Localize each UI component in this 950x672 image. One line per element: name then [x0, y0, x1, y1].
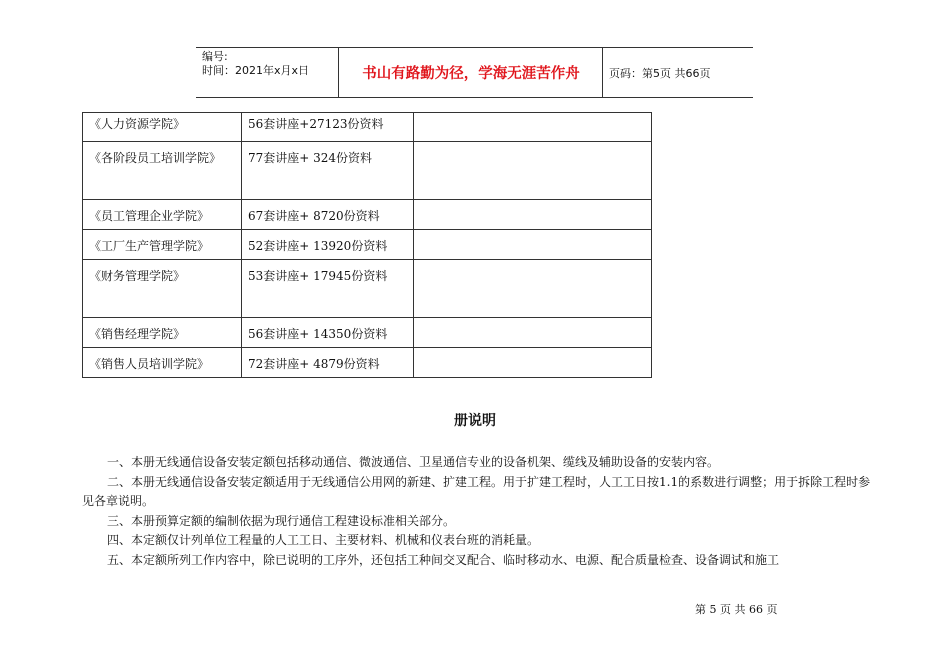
section-title: 册说明: [454, 413, 496, 429]
course-name-cell: 《人力资源学院》: [83, 113, 242, 142]
paragraph: 二、本册无线通信设备安装定额适用于无线通信公用网的新建、扩建工程。用于扩建工程时，人工工日按1.1的系数进行调整；用于拆除工程时参见各章说明。: [82, 474, 871, 508]
course-name-cell: 《销售经理学院》: [83, 318, 242, 348]
course-content-cell: 53套讲座+ 17945份资料: [242, 260, 414, 318]
table-row: [83, 348, 652, 378]
course-empty-cell: [414, 113, 652, 142]
table-row: [83, 318, 652, 348]
course-content-cell: 72套讲座+ 4879份资料: [242, 348, 414, 378]
course-empty-cell: [414, 200, 652, 230]
document-time-label: 时间：2021年x月x日: [202, 64, 310, 77]
course-content-cell: 56套讲座+ 14350份资料: [242, 318, 414, 348]
section-body: [82, 453, 872, 570]
header-info-cell: [196, 48, 339, 97]
page-footer: 第 5 页 共 66 页: [695, 603, 778, 616]
table-row: [83, 260, 652, 318]
course-resource-table: [82, 112, 652, 378]
course-empty-cell: [414, 318, 652, 348]
document-number-label: 编号:: [202, 50, 228, 63]
course-empty-cell: [414, 260, 652, 318]
course-content-cell: 56套讲座+27123份资料: [242, 113, 414, 142]
course-name-cell: 《财务管理学院》: [83, 260, 242, 318]
paragraph: 一、本册无线通信设备安装定额包括移动通信、微波通信、卫星通信专业的设备机架、缆线及辅助设备的安装内容。: [107, 455, 720, 469]
course-name-cell: 《员工管理企业学院》: [83, 200, 242, 230]
course-empty-cell: [414, 230, 652, 260]
course-name-cell: 《各阶段员工培训学院》: [83, 142, 242, 200]
table-row: [83, 230, 652, 260]
course-name-cell: 《销售人员培训学院》: [83, 348, 242, 378]
table-row: [83, 113, 652, 142]
paragraph: 四、本定额仅计列单位工程量的人工工日、主要材料、机械和仪表台班的消耗量。: [107, 533, 540, 547]
table-row: [83, 200, 652, 230]
table-row: [83, 142, 652, 200]
page-header: [196, 47, 753, 98]
paragraph: 五、本定额所列工作内容中，除已说明的工序外，还包括工种间交叉配合、临时移动水、电源、配合质量检查、设备调试和施工: [107, 552, 780, 567]
course-content-cell: 67套讲座+ 8720份资料: [242, 200, 414, 230]
course-content-cell: 77套讲座+ 324份资料: [242, 142, 414, 200]
header-page-info: 页码：第5页 共66页: [609, 66, 711, 80]
course-empty-cell: [414, 348, 652, 378]
paragraph: 三、本册预算定额的编制依据为现行通信工程建设标准相关部分。: [107, 513, 456, 528]
course-name-cell: 《工厂生产管理学院》: [83, 230, 242, 260]
course-empty-cell: [414, 142, 652, 200]
course-content-cell: 52套讲座+ 13920份资料: [242, 230, 414, 260]
header-motto: 书山有路勤为径，学海无涯苦作舟: [340, 48, 603, 97]
